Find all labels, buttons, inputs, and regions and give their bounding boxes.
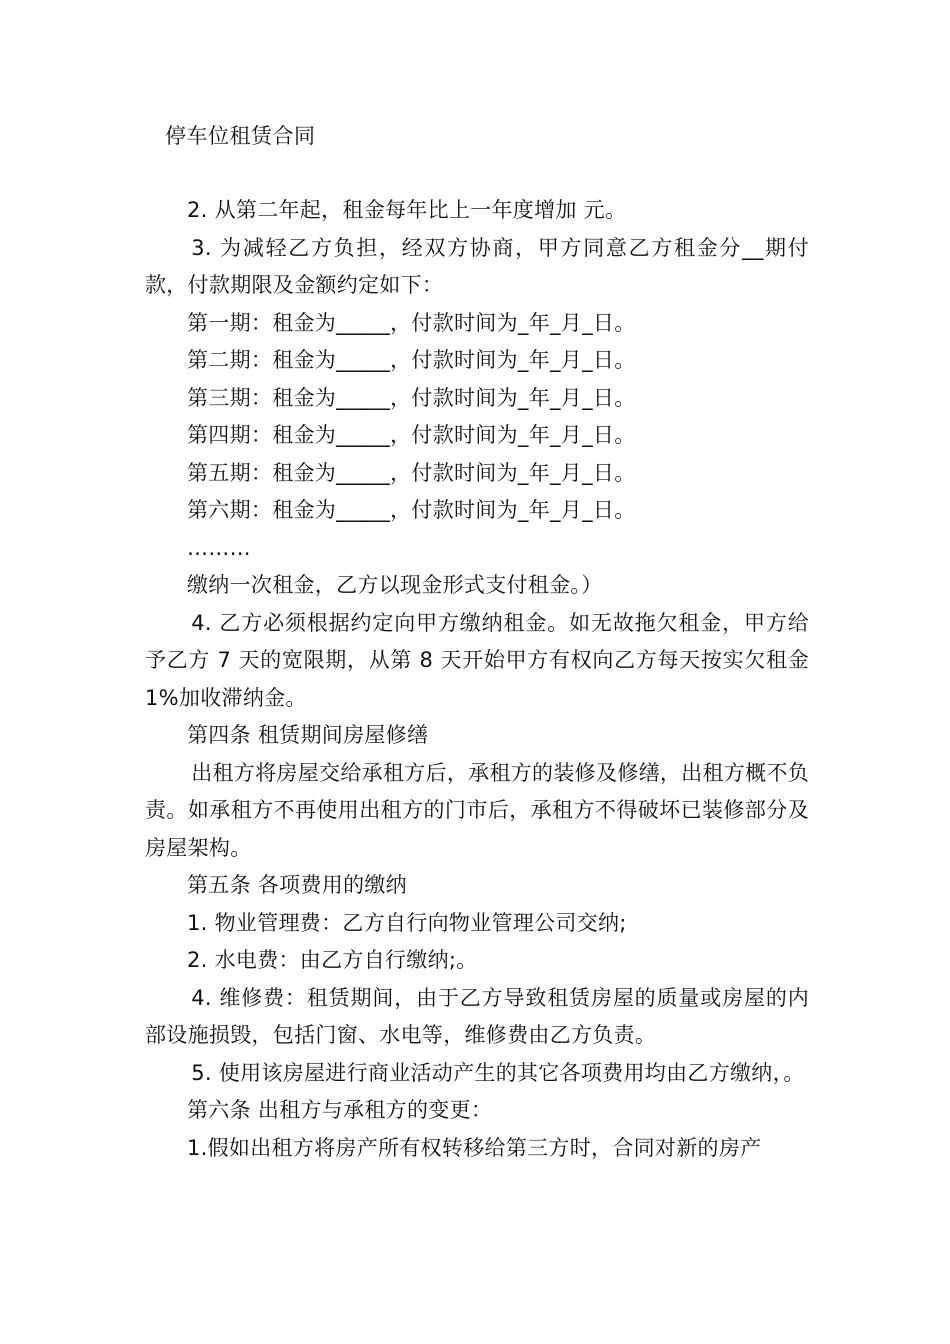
paragraph-ownership-transfer: 1.假如出租方将房产所有权转移给第三方时，合同对新的房产 — [187, 1135, 762, 1160]
item-utilities: 2. 水电费：由乙方自行缴纳;。 — [187, 948, 478, 972]
item-other-fees: 5. 使用该房屋进行商业活动产生的其它各项费用均由乙方缴纳，。 — [191, 1060, 805, 1085]
paragraph-cash-payment: 缴纳一次租金，乙方以现金形式支付租金。） — [187, 573, 603, 597]
heading-article-6: 第六条 出租方与承租方的变更： — [187, 1098, 493, 1122]
installment-line-6: 第六期：租金为_____，付款时间为_年_月_日。 — [187, 498, 636, 522]
paragraph-repairs: 出租方将房屋交给承租方后，承租方的装修及修缮，出租方概不负责。如承租方不再使用出租方的门市后，承租方不得破坏已装修部分及房屋架构。 — [145, 760, 809, 860]
item-property-fee: 1. 物业管理费：乙方自行向物业管理公司交纳; — [187, 910, 627, 935]
item-maintenance: 4. 维修费：租赁期间，由于乙方导致租赁房屋的质量或房屋的内部设施损毁，包括门窗、水电等，维修费由乙方负责。 — [145, 985, 809, 1047]
heading-article-4: 第四条 租赁期间房屋修缮 — [187, 723, 429, 747]
paragraph-late-fee: 4. 乙方必须根据约定向甲方缴纳租金。如无故拖欠租金，甲方给予乙方 7 天的宽限期，从第 8 天开始甲方有权向乙方每天按实欠租金 1%加收滞纳金。 — [145, 610, 809, 710]
ellipsis-line: ……… — [187, 535, 251, 560]
document-body — [145, 192, 809, 1167]
installment-line-2: 第二期：租金为_____，付款时间为_年_月_日。 — [187, 348, 636, 372]
paragraph-rent-increase: 2. 从第二年起，租金每年比上一年度增加 元。 — [187, 198, 627, 222]
installment-line-3: 第三期：租金为_____，付款时间为_年_月_日。 — [187, 385, 636, 410]
installment-line-5: 第五期：租金为_____，付款时间为_年_月_日。 — [187, 460, 636, 485]
heading-article-5: 第五条 各项费用的缴纳 — [187, 873, 407, 897]
paragraph-installments: 3. 为减轻乙方负担，经双方协商，甲方同意乙方租金分__期付款，付款期限及金额约定如下： — [145, 235, 809, 297]
document-title: 停车位租赁合同 — [165, 124, 316, 148]
installment-line-1: 第一期：租金为_____，付款时间为_年_月_日。 — [187, 310, 636, 335]
installment-line-4: 第四期：租金为_____，付款时间为_年_月_日。 — [187, 423, 636, 447]
